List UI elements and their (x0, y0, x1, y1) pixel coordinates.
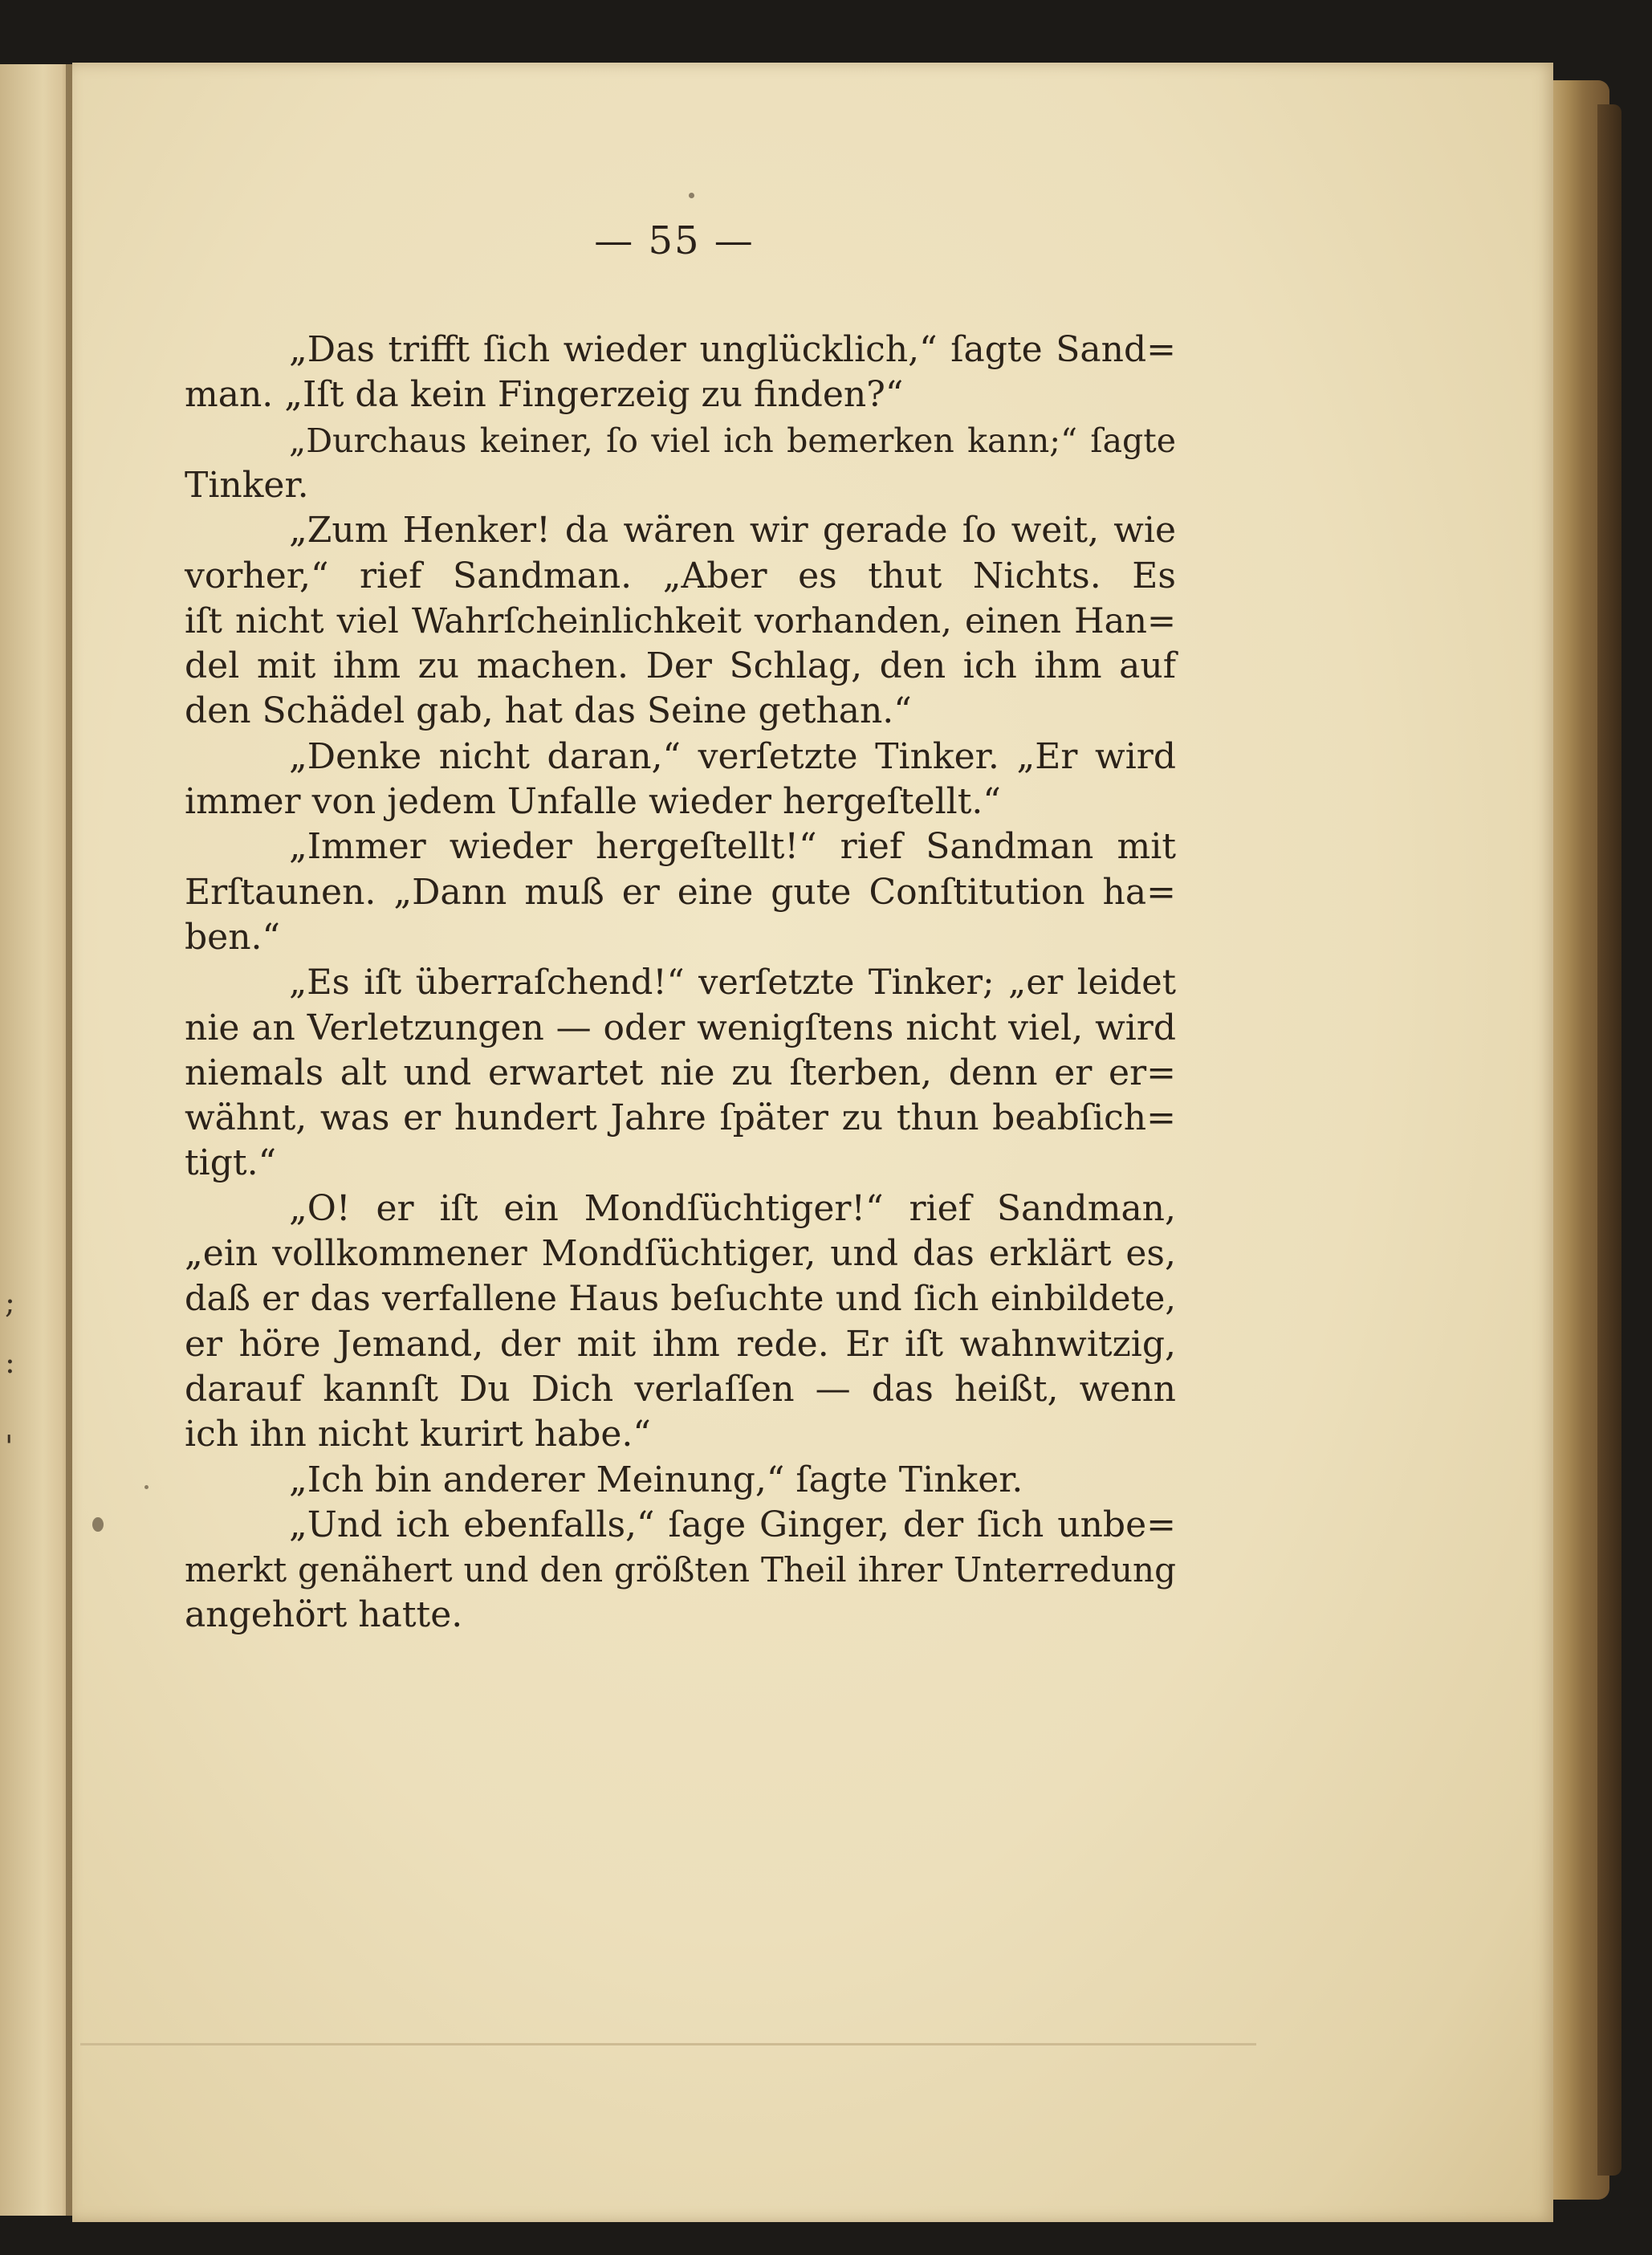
ink-spot (689, 193, 694, 198)
text-line: angehört hatte. (185, 1594, 463, 1635)
book-cover-edge (1597, 104, 1621, 2176)
text-line: niemals alt und erwartet nie zu ſterben, denn er er= (185, 1052, 1176, 1093)
text-line: daß er das verfallene Haus beſuchte und ſich einbildete, (185, 1279, 1176, 1319)
text-line: darauf kannſt Du Dich verlaſſen — das heißt, wenn (185, 1369, 1176, 1410)
text-line: „Denke nicht daran,“ verſetzte Tinker. „Er wird (289, 736, 1176, 777)
text-line: „Durchaus keiner, ſo viel ich bemerken kann;“ ſagte (289, 421, 1176, 460)
text-line: Erſtaunen. „Dann muß er eine gute Conſtitution ha= (185, 872, 1176, 913)
text-line: „Ich bin anderer Meinung,“ ſagte Tinker. (289, 1459, 1023, 1500)
text-line: Tinker. (185, 465, 309, 506)
text-line: „Immer wieder hergeſtellt!“ rief Sandman mit (289, 826, 1176, 867)
text-line: wähnt, was er hundert Jahre ſpäter zu thun beabſich= (185, 1097, 1176, 1138)
text-line: merkt genähert und den größten Theil ihrer Unterredung (185, 1550, 1176, 1589)
text-line: „Es iſt überraſchend!“ verſetzte Tinker; „er leidet (289, 963, 1176, 1003)
text-line: „O! er iſt ein Mondſüchtiger!“ rief Sandman, (289, 1188, 1176, 1229)
show-through-mark: : (5, 1345, 15, 1380)
text-line: den Schädel gab, hat das Seine gethan.“ (185, 690, 912, 731)
show-through-mark: ; (5, 1284, 15, 1320)
text-line: man. „Iſt da kein Fingerzeig zu finden?“ (185, 374, 904, 415)
text-line: iſt nicht viel Wahrſcheinlichkeit vorhanden, einen Han= (185, 601, 1176, 641)
text-line: „Das trifft ſich wieder unglücklich,“ ſagte Sand= (289, 329, 1176, 370)
text-line: del mit ihm zu machen. Der Schlag, den ich ihm auf (185, 645, 1176, 686)
ink-spot (144, 1485, 149, 1489)
text-line: vorher,“ rief Sandman. „Aber es thut Nichts. Es (185, 556, 1176, 596)
previous-page-edge (0, 64, 72, 2216)
text-line: er höre Jemand, der mit ihm rede. Er iſt wahnwitzig, (185, 1324, 1176, 1365)
page-fold-line (80, 2043, 1256, 2045)
text-line: „Zum Henker! da wären wir gerade ſo weit, wie (289, 510, 1176, 551)
text-line: ich ihn nicht kurirt habe.“ (185, 1414, 651, 1455)
text-line: immer von jedem Unfalle wieder hergeſtellt.“ (185, 781, 1001, 822)
show-through-mark: ' (5, 1429, 14, 1464)
text-line: „ein vollkommener Mondſüchtiger, und das erklärt es, (185, 1233, 1176, 1274)
page-number: — 55 — (594, 218, 755, 263)
ink-spot (92, 1517, 104, 1532)
text-line: ben.“ (185, 917, 281, 958)
text-line: nie an Verletzungen — oder wenigſtens nicht viel, wird (185, 1007, 1176, 1048)
text-line: „Und ich ebenfalls,“ ſage Ginger, der ſich unbe= (289, 1504, 1176, 1545)
text-line: tigt.“ (185, 1142, 277, 1183)
